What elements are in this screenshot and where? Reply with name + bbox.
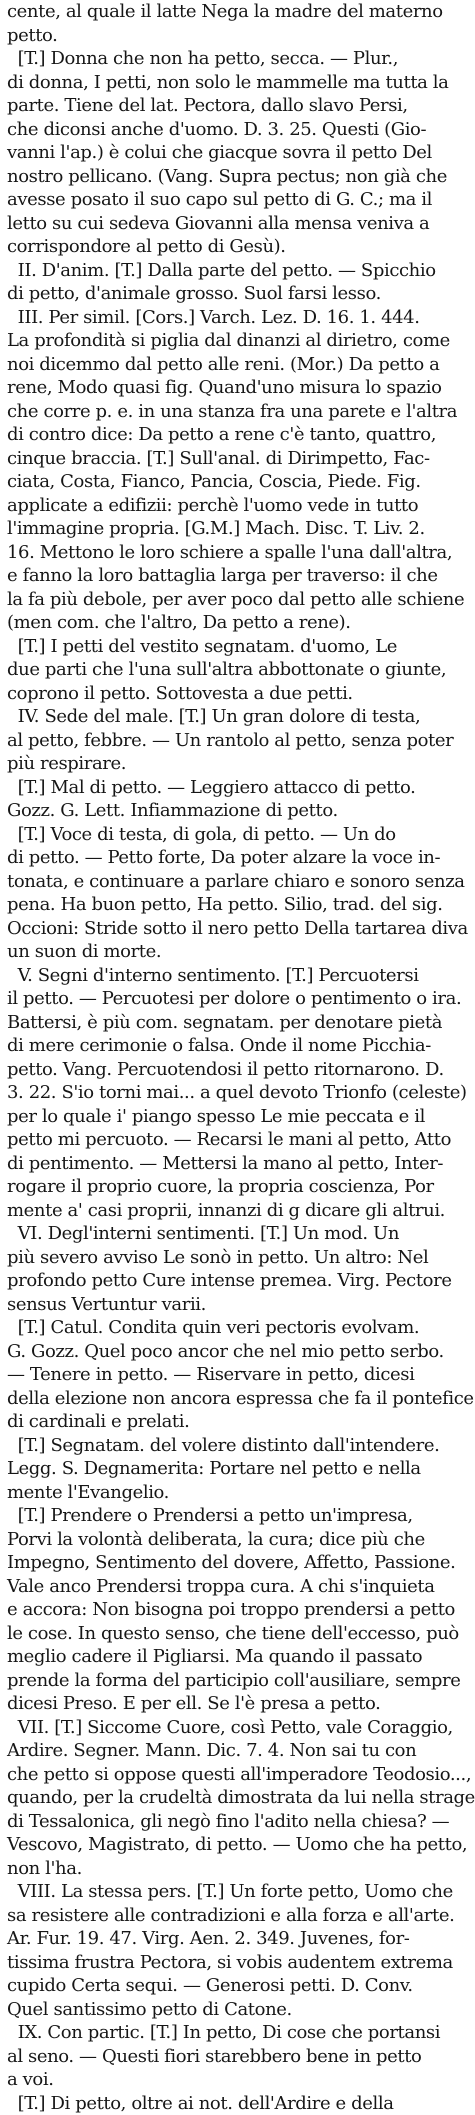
text-line: Vale anco Prendersi troppa cura. A chi s'inquieta xyxy=(7,1575,467,1599)
text-line: un suon di morte. xyxy=(7,940,467,964)
text-line: più respirare. xyxy=(7,752,467,776)
text-line: [T.] Donna che non ha petto, secca. — Plur., xyxy=(7,47,467,71)
text-line: prende la forma del participio coll'ausiliare, sempre xyxy=(7,1669,467,1693)
text-line: Occioni: Stride sotto il nero petto Della tartarea diva xyxy=(7,917,467,941)
text-line: e accora: Non bisogna poi troppo prendersi a petto xyxy=(7,1598,467,1622)
text-line: (men com. che l'altro, Da petto a rene). xyxy=(7,611,467,635)
text-line: quando, per la crudeltà dimostrata da lui nella strage xyxy=(7,1786,467,1810)
text-line: — Tenere in petto. — Riservare in petto, dicesi xyxy=(7,1363,467,1387)
text-line: petto. xyxy=(7,24,467,48)
text-line: corrispondore al petto di Gesù). xyxy=(7,235,467,259)
text-line: IV. Sede del male. [T.] Un gran dolore di testa, xyxy=(7,705,467,729)
text-line: Gozz. G. Lett. Infiammazione di petto. xyxy=(7,799,467,823)
text-line: meglio cadere il Pigliarsi. Ma quando il passato xyxy=(7,1645,467,1669)
text-line: La profondità si piglia dal dinanzi al dirietro, come xyxy=(7,329,467,353)
text-line: due parti che l'una sull'altra abbottonate o giunte, xyxy=(7,658,467,682)
text-line: Ar. Fur. 19. 47. Virg. Aen. 2. 349. Juvenes, for- xyxy=(7,1927,467,1951)
text-line: che corre p. e. in una stanza fra una parete e l'altra xyxy=(7,400,467,424)
text-line: applicate a edifizii: perchè l'uomo vede in tutto xyxy=(7,494,467,518)
text-line: che diconsi anche d'uomo. D. 3. 25. Questi (Gio- xyxy=(7,118,467,142)
text-line: letto su cui sedeva Giovanni alla mensa veniva a xyxy=(7,212,467,236)
text-line: rene, Modo quasi fig. Quand'uno misura lo spazio xyxy=(7,376,467,400)
text-line: Ardire. Segner. Mann. Dic. 7. 4. Non sai tu con xyxy=(7,1739,467,1763)
text-line: al petto, febbre. — Un rantolo al petto, senza poter xyxy=(7,729,467,753)
text-line: II. D'anim. [T.] Dalla parte del petto. — Spicchio xyxy=(7,259,467,283)
text-line: di pentimento. — Mettersi la mano al petto, Inter- xyxy=(7,1152,467,1176)
text-line: dicesi Preso. E per ell. Se l'è presa a petto. xyxy=(7,1692,467,1716)
text-line: [T.] Di petto, oltre ai not. dell'Ardire e della xyxy=(7,2092,467,2115)
text-line: noi dicemmo dal petto alle reni. (Mor.) Da petto a xyxy=(7,353,467,377)
text-line: VII. [T.] Siccome Cuore, così Petto, vale Coraggio, xyxy=(7,1716,467,1740)
text-line: e fanno la loro battaglia larga per traverso: il che xyxy=(7,564,467,588)
text-line: di petto, d'animale grosso. Suol farsi lesso. xyxy=(7,282,467,306)
text-line: [T.] Segnatam. del volere distinto dall'intendere. xyxy=(7,1434,467,1458)
text-line: di mere cerimonie o falsa. Onde il nome Picchia- xyxy=(7,1034,467,1058)
text-line: [T.] Voce di testa, di gola, di petto. — Un do xyxy=(7,823,467,847)
text-line: tonata, e continuare a parlare chiaro e sonoro senza xyxy=(7,870,467,894)
text-line: V. Segni d'interno sentimento. [T.] Percuotersi xyxy=(7,964,467,988)
text-line: di donna, I petti, non solo le mammelle ma tutta la xyxy=(7,71,467,95)
text-line: Legg. S. Degnamerita: Portare nel petto e nella xyxy=(7,1457,467,1481)
text-line: III. Per simil. [Cors.] Varch. Lez. D. 16. 1. 444. xyxy=(7,306,467,330)
text-line: 3. 22. S'io torni mai... a quel devoto Trionfo (celeste) xyxy=(7,1081,467,1105)
text-line: [T.] Prendere o Prendersi a petto un'impresa, xyxy=(7,1504,467,1528)
text-line: 16. Mettono le loro schiere a spalle l'una dall'altra, xyxy=(7,541,467,565)
text-line: cupido Certa sequi. — Generosi petti. D. Conv. xyxy=(7,1974,467,1998)
text-line: di cardinali e prelati. xyxy=(7,1410,467,1434)
text-line: la fa più debole, per aver poco dal petto alle schiene xyxy=(7,588,467,612)
text-line: il petto. — Percuotesi per dolore o pentimento o ira. xyxy=(7,987,467,1011)
text-line: rogare il proprio cuore, la propria coscienza, Por xyxy=(7,1175,467,1199)
text-line: nostro pellicano. (Vang. Supra pectus; non già che xyxy=(7,165,467,189)
text-line: al seno. — Questi fiori starebbero bene in petto xyxy=(7,2045,467,2069)
text-line: [T.] Catul. Condita quin veri pectoris evolvam. xyxy=(7,1316,467,1340)
text-line: di contro dice: Da petto a rene c'è tanto, quattro, xyxy=(7,423,467,447)
text-line: cinque braccia. [T.] Sull'anal. di Dirimpetto, Fac- xyxy=(7,447,467,471)
text-line: pena. Ha buon petto, Ha petto. Silio, trad. del sig. xyxy=(7,893,467,917)
text-line: Quel santissimo petto di Catone. xyxy=(7,1998,467,2022)
text-line: sensus Vertuntur varii. xyxy=(7,1293,467,1317)
text-line: petto. Vang. Percuotendosi il petto ritornarono. D. xyxy=(7,1058,467,1082)
text-line: [T.] I petti del vestito segnatam. d'uomo, Le xyxy=(7,635,467,659)
text-line: IX. Con partic. [T.] In petto, Di cose che portansi xyxy=(7,2021,467,2045)
text-column xyxy=(7,0,467,2115)
text-line: petto mi percuoto. — Recarsi le mani al petto, Atto xyxy=(7,1128,467,1152)
text-line: coprono il petto. Sottovesta a due petti. xyxy=(7,682,467,706)
text-line: avesse posato il suo capo sul petto di G. C.; ma il xyxy=(7,188,467,212)
text-line: profondo petto Cure intense premea. Virg. Pectore xyxy=(7,1269,467,1293)
text-line: di Tessalonica, gli negò fino l'adito nella chiesa? — xyxy=(7,1810,467,1834)
text-line: tissima frustra Pectora, si vobis audentem extrema xyxy=(7,1951,467,1975)
text-line: non l'ha. xyxy=(7,1857,467,1881)
text-line: VIII. La stessa pers. [T.] Un forte petto, Uomo che xyxy=(7,1880,467,1904)
text-line: ciata, Costa, Fianco, Pancia, Coscia, Piede. Fig. xyxy=(7,470,467,494)
text-line: Battersi, è più com. segnatam. per denotare pietà xyxy=(7,1011,467,1035)
text-line: parte. Tiene del lat. Pectora, dallo slavo Persi, xyxy=(7,94,467,118)
text-line: per lo quale i' piango spesso Le mie peccata e il xyxy=(7,1105,467,1129)
text-line: Vescovo, Magistrato, di petto. — Uomo che ha petto, xyxy=(7,1833,467,1857)
text-line: più severo avviso Le sonò in petto. Un altro: Nel xyxy=(7,1246,467,1270)
text-line: mente a' casi proprii, innanzi di g dicare gli altrui. xyxy=(7,1199,467,1223)
text-line: VI. Degl'interni sentimenti. [T.] Un mod. Un xyxy=(7,1222,467,1246)
text-line: a voi. xyxy=(7,2068,467,2092)
text-line: sa resistere alle contradizioni e alla forza e all'arte. xyxy=(7,1904,467,1928)
text-line: mente l'Evangelio. xyxy=(7,1481,467,1505)
text-line: Porvi la volontà deliberata, la cura; dice più che xyxy=(7,1528,467,1552)
text-line: le cose. In questo senso, che tiene dell'eccesso, può xyxy=(7,1622,467,1646)
text-line: della elezione non ancora espressa che fa il pontefice xyxy=(7,1387,467,1411)
text-line: Impegno, Sentimento del dovere, Affetto, Passione. xyxy=(7,1551,467,1575)
text-line: cente, al quale il latte Nega la madre del materno xyxy=(7,0,467,24)
text-line: [T.] Mal di petto. — Leggiero attacco di petto. xyxy=(7,776,467,800)
text-line: G. Gozz. Quel poco ancor che nel mio petto serbo. xyxy=(7,1340,467,1364)
text-line: vanni l'ap.) è colui che giacque sovra il petto Del xyxy=(7,141,467,165)
text-line: che petto si oppose questi all'imperadore Teodosio..., xyxy=(7,1763,467,1787)
text-line: l'immagine propria. [G.M.] Mach. Disc. T. Liv. 2. xyxy=(7,517,467,541)
text-line: di petto. — Petto forte, Da poter alzare la voce in- xyxy=(7,846,467,870)
